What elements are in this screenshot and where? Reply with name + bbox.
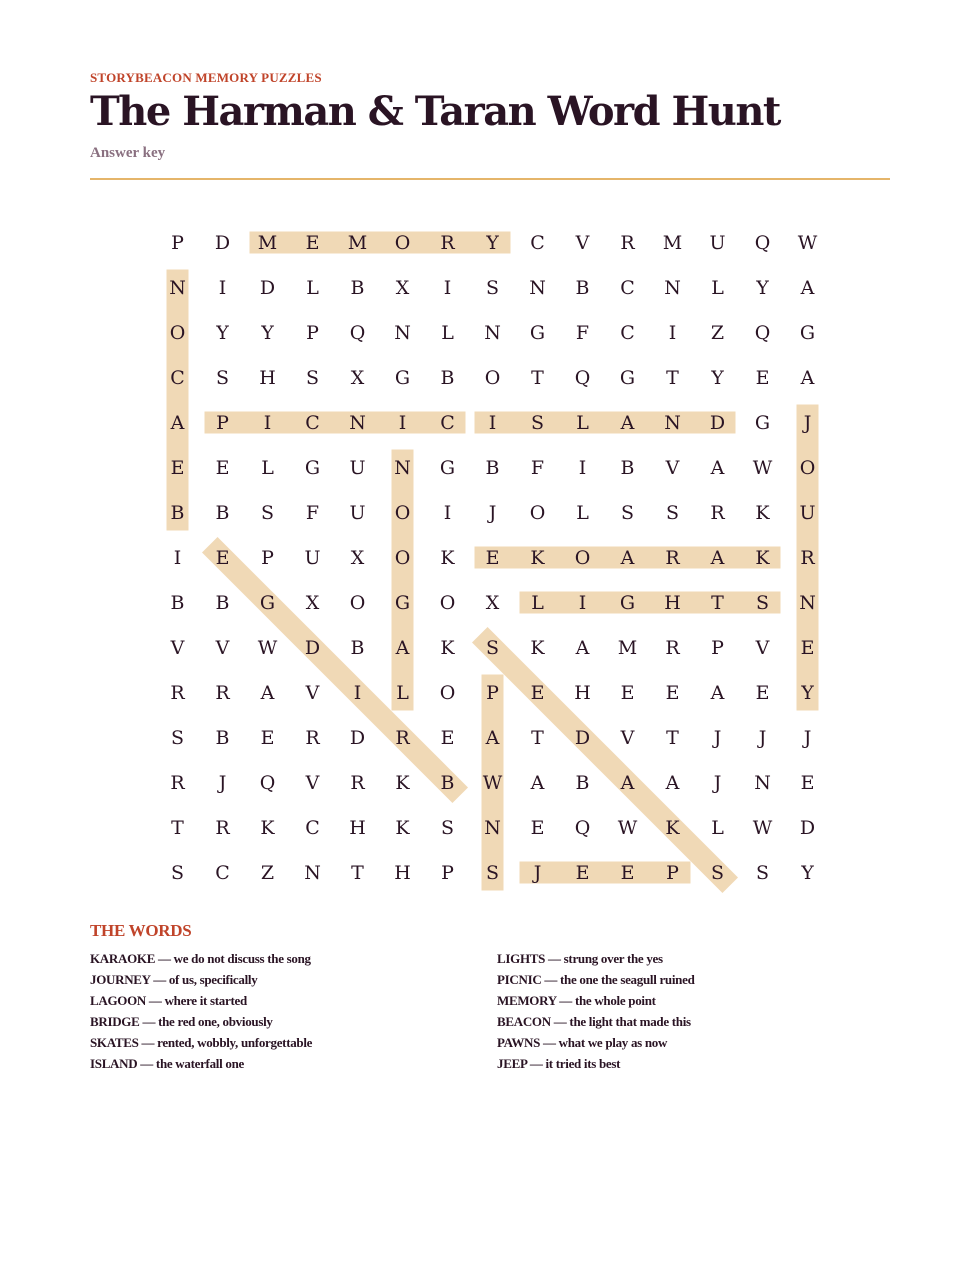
grid-letter: E [755,366,770,389]
grid-letter: D [304,636,321,659]
grid-letter: Y [486,231,499,254]
puzzle-subtitle: Answer key [90,145,166,161]
grid-letter: R [665,546,680,569]
grid-letter: R [350,771,365,794]
grid-letter: E [530,681,545,704]
grid-letter: B [215,591,230,614]
grid-letter: G [619,591,636,614]
grid-letter: A [620,771,635,794]
grid-letter: G [394,366,411,389]
grid-letter: A [395,636,410,659]
grid-letter: A [575,636,590,659]
grid-letter: X [485,591,500,614]
grid-letter: B [215,726,230,749]
grid-letter: R [620,231,635,254]
grid-letter: I [578,591,587,614]
grid-letter: E [440,726,455,749]
grid-letter: Q [259,771,276,794]
grid-letter: S [305,366,320,389]
grid-letter: N [529,276,546,299]
grid-letter: A [800,366,815,389]
grid-letter: W [482,771,503,794]
grid-letter: E [620,681,635,704]
grid-letter: U [799,501,816,524]
grid-letter: L [441,321,454,344]
grid-letter: G [259,591,276,614]
grid-letter: V [575,231,590,254]
grid-letter: M [617,636,638,659]
grid-letter: N [799,591,816,614]
grid-letter: T [666,366,679,389]
grid-letter: D [214,231,231,254]
grid-letter: M [662,231,683,254]
grid-letter: L [711,276,724,299]
grid-letter: Y [711,366,724,389]
grid-letter: L [306,276,319,299]
grid-letter: L [396,681,409,704]
grid-letter: T [351,861,364,884]
grid-letter: C [530,231,545,254]
grid-letter: O [484,366,501,389]
grid-letter: K [440,546,455,569]
grid-letter: H [664,591,681,614]
grid-letter: L [576,501,589,524]
grid-letter: I [443,276,452,299]
grid-letter: S [485,861,500,884]
grid-letter: O [394,546,411,569]
grid-letter: B [170,591,185,614]
grid-letter: K [755,546,770,569]
grid-letter: V [305,771,320,794]
word-clue: JEEP — it tried its best [497,1056,621,1071]
grid-letter: C [305,411,320,434]
grid-letter: I [443,501,452,524]
grid-letter: D [574,726,591,749]
grid-letter: E [215,456,230,479]
grid-letter: Y [261,321,274,344]
grid-letter: R [170,681,185,704]
grid-letter: F [530,456,545,479]
grid-letter: U [349,456,366,479]
grid-letter: I [218,276,227,299]
grid-letter: D [709,411,726,434]
grid-letter: S [260,501,275,524]
grid-letter: Q [754,321,771,344]
grid-letter: S [530,411,545,434]
grid-letter: G [529,321,546,344]
grid-letter: A [665,771,680,794]
grid-letter: E [305,231,320,254]
word-search-grid [155,220,830,895]
grid-letter: V [305,681,320,704]
grid-letter: W [617,816,638,839]
grid-letter: J [713,726,722,749]
word-clue: PICNIC — the one the seagull ruined [497,972,695,987]
grid-letter: V [755,636,770,659]
grid-letter: N [169,276,186,299]
word-clue: JOURNEY — of us, specifically [90,972,258,987]
grid-letter: S [170,861,185,884]
grid-letter: A [620,546,635,569]
grid-letter: P [261,546,274,569]
grid-letter: J [533,861,542,884]
grid-letter: K [260,816,275,839]
grid-letter: C [170,366,185,389]
grid-letter: P [306,321,319,344]
grid-letter: O [439,681,456,704]
grid-letter: O [169,321,186,344]
grid-letter: Q [349,321,366,344]
word-clue: SKATES — rented, wobbly, unforgettable [90,1035,313,1050]
grid-letter: N [664,411,681,434]
grid-letter: N [349,411,366,434]
grid-letter: R [170,771,185,794]
grid-letter: V [620,726,635,749]
grid-letter: B [485,456,500,479]
grid-letter: K [440,636,455,659]
grid-letter: I [263,411,272,434]
puzzle-title: The Harman & Taran Word Hunt [90,88,780,135]
grid-letter: A [530,771,545,794]
grid-letter: O [529,501,546,524]
grid-letter: H [259,366,276,389]
word-clue: ISLAND — the waterfall one [90,1056,244,1071]
word-clue: BRIDGE — the red one, obviously [90,1014,273,1029]
grid-letter: R [215,681,230,704]
grid-letter: E [575,861,590,884]
grid-letter: Y [756,276,769,299]
grid-letter: T [531,366,544,389]
grid-letter: Y [216,321,229,344]
grid-letter: J [488,501,497,524]
grid-letter: S [755,591,770,614]
grid-letter: A [800,276,815,299]
grid-letter: E [485,546,500,569]
word-clue: MEMORY — the whole point [497,993,656,1008]
grid-letter: T [666,726,679,749]
grid-letter: Z [260,861,275,884]
grid-letter: W [257,636,278,659]
grid-letter: K [665,816,680,839]
grid-letter: A [485,726,500,749]
grid-letter: X [305,591,320,614]
grid-letter: J [803,411,812,434]
grid-letter: U [709,231,726,254]
grid-letter: L [576,411,589,434]
grid-letter: L [261,456,274,479]
grid-letter: R [665,636,680,659]
grid-letter: O [394,231,411,254]
grid-letter: M [347,231,368,254]
grid-letter: Q [574,816,591,839]
word-clue: PAWNS — what we play as now [497,1035,668,1050]
grid-letter: G [439,456,456,479]
grid-letter: S [215,366,230,389]
grid-letter: G [619,366,636,389]
grid-letter: A [260,681,275,704]
grid-letter: D [259,276,276,299]
word-clue: LIGHTS — strung over the yes [497,951,663,966]
grid-letter: K [755,501,770,524]
grid-letter: M [257,231,278,254]
grid-letter: C [215,861,230,884]
grid-letter: S [710,861,725,884]
word-list-right [497,948,695,1074]
grid-letter: E [620,861,635,884]
grid-letter: G [304,456,321,479]
grid-letter: Y [801,681,814,704]
grid-letter: P [216,411,229,434]
grid-letter: S [440,816,455,839]
grid-letter: X [350,366,365,389]
grid-letter: Y [801,861,814,884]
grid-letter: E [755,681,770,704]
grid-letter: S [170,726,185,749]
grid-letter: O [439,591,456,614]
grid-letter: N [304,861,321,884]
word-list-heading: THE WORDS [90,921,192,940]
grid-letter: X [395,276,410,299]
grid-letter: J [713,771,722,794]
grid-letter: R [305,726,320,749]
grid-letter: K [395,816,410,839]
grid-letter: O [574,546,591,569]
grid-letter: N [394,321,411,344]
grid-letter: A [620,411,635,434]
grid-letter: F [575,321,590,344]
grid-letter: A [710,456,725,479]
grid-letter: E [260,726,275,749]
grid-letter: L [531,591,544,614]
grid-letter: S [485,276,500,299]
grid-letter: K [395,771,410,794]
publisher-name: STORYBEACON MEMORY PUZZLES [90,70,322,85]
grid-letter: N [664,276,681,299]
grid-letter: A [170,411,185,434]
grid-letter: O [349,591,366,614]
grid-letter: V [215,636,230,659]
grid-letter: Z [710,321,725,344]
grid-letter: W [797,231,818,254]
grid-letter: F [305,501,320,524]
grid-letter: I [668,321,677,344]
grid-letter: K [530,636,545,659]
word-list-left [90,948,312,1074]
grid-letter: U [349,501,366,524]
grid-letter: D [799,816,816,839]
grid-letter: N [484,816,501,839]
grid-letter: S [485,636,500,659]
grid-letter: E [215,546,230,569]
word-clue: BEACON — the light that made this [497,1014,691,1029]
grid-letter: P [711,636,724,659]
grid-letter: R [215,816,230,839]
grid-letter: P [441,861,454,884]
grid-letter: P [171,231,184,254]
grid-letter: N [484,321,501,344]
grid-letter: U [304,546,321,569]
grid-letter: I [353,681,362,704]
grid-letter: E [800,636,815,659]
grid-letter: T [531,726,544,749]
grid-letter: B [620,456,635,479]
grid-letter: J [803,726,812,749]
grid-letter: B [440,366,455,389]
grid-letter: C [440,411,455,434]
grid-letter: R [395,726,410,749]
word-clue: KARAOKE — we do not discuss the song [90,951,311,966]
grid-letter: I [578,456,587,479]
grid-letter: B [215,501,230,524]
grid-letter: A [710,546,725,569]
grid-letter: B [575,771,590,794]
grid-letter: I [488,411,497,434]
grid-letter: S [620,501,635,524]
grid-letter: P [486,681,499,704]
grid-letter: S [665,501,680,524]
grid-letter: P [666,861,679,884]
grid-letter: W [752,456,773,479]
grid-letter: R [800,546,815,569]
grid-letter: A [710,681,725,704]
grid-letter: Q [754,231,771,254]
grid-letter: H [394,861,411,884]
grid-letter: E [530,816,545,839]
grid-letter: I [173,546,182,569]
grid-letter: H [574,681,591,704]
grid-letter: G [754,411,771,434]
grid-letter: C [620,276,635,299]
grid-letter: X [350,546,365,569]
grid-letter: V [665,456,680,479]
grid-letter: L [711,816,724,839]
grid-letter: J [218,771,227,794]
grid-letter: O [799,456,816,479]
grid-letter: E [800,771,815,794]
grid-letter: R [440,231,455,254]
grid-letter: T [171,816,184,839]
grid-letter: G [394,591,411,614]
grid-letter: Q [574,366,591,389]
grid-letter: T [711,591,724,614]
grid-letter: G [799,321,816,344]
grid-letter: N [754,771,771,794]
grid-letter: C [620,321,635,344]
grid-letter: H [349,816,366,839]
grid-letter: E [665,681,680,704]
grid-letter: N [394,456,411,479]
grid-letter: B [350,636,365,659]
grid-letter: B [350,276,365,299]
grid-letter: J [758,726,767,749]
grid-letter: K [530,546,545,569]
grid-letter: V [170,636,185,659]
grid-letter: B [575,276,590,299]
grid-letter: E [170,456,185,479]
grid-letter: B [440,771,455,794]
grid-letter: D [349,726,366,749]
grid-letter: B [170,501,185,524]
grid-letter: W [752,816,773,839]
grid-letter: S [755,861,770,884]
grid-letter: R [710,501,725,524]
grid-letter: O [394,501,411,524]
word-clue: LAGOON — where it started [90,993,247,1008]
grid-letter: I [398,411,407,434]
grid-letter: C [305,816,320,839]
header-divider [90,178,890,180]
